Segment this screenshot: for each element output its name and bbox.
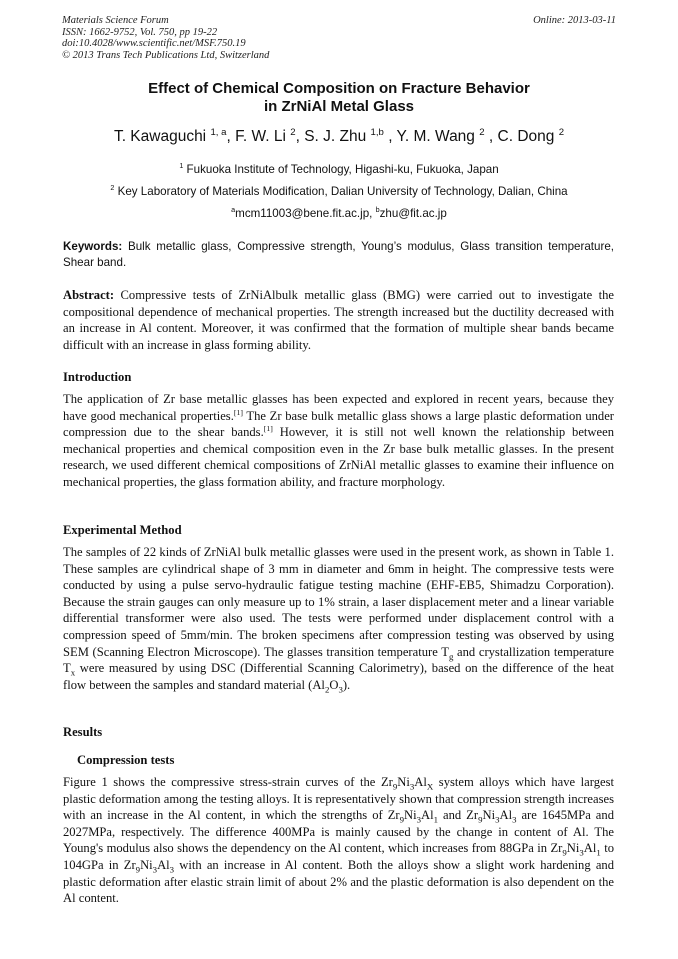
- subscript: 1: [596, 847, 601, 858]
- subscript: x: [70, 667, 76, 678]
- exp-text: O: [329, 677, 339, 692]
- results-text: Ni: [404, 808, 417, 823]
- subscript: g: [448, 651, 454, 662]
- email-mark: b: [375, 205, 380, 215]
- subscript: 3: [169, 864, 175, 875]
- author-affiliation-mark: 1, a: [210, 126, 227, 138]
- subscript: 9: [399, 814, 404, 825]
- section-heading-results: Results: [63, 725, 103, 739]
- subscript: 3: [512, 814, 517, 825]
- email-mark: a: [231, 205, 236, 215]
- author-list: T. Kawaguchi $^{1, a}$, F. W. Li $^2$, S. J. Zhu $^{1,b}$ , Y. M. Wang $^2$ , C. Dong $^2$: [113, 126, 565, 145]
- issn-line: ISSN: 1662-9752, Vol. 750, pp 19-22: [62, 26, 218, 38]
- journal-header: [62, 15, 616, 61]
- affiliation-number: 1: [179, 161, 184, 171]
- title-line-2: in ZrNiAl Metal Glass: [263, 98, 415, 115]
- online-date: Online: 2013-03-11: [533, 15, 616, 26]
- paper-title: [62, 80, 616, 116]
- results-text: system alloys which have largest plastic deformation among the testing alloys. It is representatively shown that compression strength increases with an increase in the Al content, in which the strengths of Zr: [63, 775, 614, 823]
- section-heading-experimental: Experimental Method: [63, 523, 182, 537]
- subscript: X: [426, 781, 434, 792]
- email-link[interactable]: mcm11003@bene.fit.ac.jp,: [235, 207, 373, 220]
- affiliation-1: [62, 163, 616, 176]
- results-text: Al: [499, 808, 513, 823]
- author-affiliation-mark: 2: [290, 126, 296, 138]
- keywords-paragraph: [63, 239, 614, 271]
- results-text: to 104GPa in Zr: [63, 841, 614, 872]
- affiliation-2: [62, 185, 616, 198]
- subscript: 3: [152, 864, 158, 875]
- abstract-label: Abstract:: [63, 288, 115, 302]
- introduction-paragraph: [63, 391, 614, 491]
- section-heading-introduction: Introduction: [63, 370, 132, 384]
- results-text: are 1645MPa and 2027MPa, respectively. The difference 400MPa is mainly caused by the change in content of Al. The Young's modulus also shows the dependency on the Al content, which increases from 88GPa in Zr: [63, 808, 614, 856]
- subscript: 1: [433, 814, 438, 825]
- affiliation-text: Key Laboratory of Materials Modification, Dalian University of Technology, Dalian, China: [117, 185, 568, 198]
- subsection-heading-compression: Compression tests: [77, 753, 175, 767]
- results-text: Al: [414, 775, 427, 789]
- author-affiliation-mark: 1,b: [370, 126, 384, 138]
- results-text: with an increase in Al content. Both the alloys show a slight work hardening and plastic deformation after elastic strain limit of about 2% and the plastic deformation is also dependent on the Al content.: [63, 857, 614, 906]
- exp-text: The samples of 22 kinds of ZrNiAl bulk metallic glasses were used in the present work, as shown in Table 1. These samples are cylindrical shape of 3 mm in diameter and 6mm in height. The compressive tests were conducted by using a pulse servo-hydraulic fatigue testing machine (EHF-EB5, Shimadzu Corporation). Because the strain gauges can only measure up to 1% strain, a laser displacement meter and a linear variable differential transformer were also used. The tests were performed under displacement control with a compression speed of 5mm/min. The broken specimens after compression testing was observed by using SEM (Scanning Electron Microscope). The glasses transition temperature T: [63, 545, 614, 659]
- author-name: Y. M. Wang: [396, 128, 475, 145]
- author-emails: [62, 207, 616, 220]
- email-link[interactable]: zhu@fit.ac.jp: [379, 207, 447, 220]
- copyright-line: © 2013 Trans Tech Publications Ltd, Switzerland: [62, 49, 270, 61]
- subscript: 3: [416, 814, 421, 825]
- results-text: Al: [583, 841, 597, 856]
- abstract-text: Compressive tests of ZrNiAlbulk metallic glass (BMG) were carried out to investigate the compositional dependence of mechanical properties. The strength increased but the ductility decreased with an increase in Al content. Moreover, it was confirmed that the formation of multiple shear bands became difficult with an increase in glass forming ability.: [63, 288, 614, 352]
- subscript: 9: [392, 781, 398, 792]
- author-name: S. J. Zhu: [304, 128, 367, 145]
- experimental-paragraph: [63, 544, 614, 693]
- subscript: 9: [478, 814, 483, 825]
- abstract-paragraph: [63, 287, 614, 353]
- results-text: Ni: [482, 808, 496, 823]
- results-text: Al: [421, 808, 434, 823]
- results-paragraph: [63, 774, 614, 907]
- title-line-1: Effect of Chemical Composition on Fracture Behavior: [148, 80, 530, 97]
- keywords-text: Bulk metallic glass, Compressive strength, Young’s modulus, Glass transition temperature, Shear band.: [63, 240, 614, 269]
- results-text: Ni: [140, 857, 153, 872]
- subscript: 3: [409, 781, 415, 792]
- exp-text: were measured by using DSC (Differential Scanning Calorimetry), based on the difference of the heat flow between the samples and standard material (Al: [63, 661, 614, 692]
- doi-line: doi:10.4028/www.scientific.net/MSF.750.19: [62, 38, 246, 50]
- results-text: Ni: [566, 841, 580, 856]
- author-affiliation-mark: 2: [479, 126, 485, 138]
- intro-text: The application of Zr base metallic glasses has been expected and explored in recent years, because they have good mechanical properties.: [63, 392, 614, 423]
- subscript: 3: [495, 814, 500, 825]
- subscript: 3: [579, 847, 584, 858]
- author-affiliation-mark: 2: [558, 126, 565, 138]
- keywords-label: Keywords:: [63, 240, 123, 253]
- author-name: T. Kawaguchi: [113, 128, 207, 145]
- results-text: Ni: [397, 775, 410, 789]
- exp-text: ).: [342, 677, 351, 692]
- subscript: 3: [338, 684, 343, 695]
- journal-name: Materials Science Forum: [62, 15, 169, 26]
- intro-text: However, it is still not well known the relationship between mechanical properties and chemical composition even in the Zr base bulk metallic glasses. In the present research, we used different chemical compositions of ZrNiAl metallic glasses to examine their influence on mechanical properties, the glass formation ability, and fracture morphology.: [63, 425, 614, 489]
- results-text: and Zr: [438, 808, 479, 823]
- results-text: Al: [157, 857, 170, 872]
- results-text: Figure 1 shows the compressive stress-strain curves of the Zr: [63, 775, 393, 789]
- author-name: F. W. Li: [235, 128, 286, 145]
- subscript: 9: [135, 864, 141, 875]
- citation-ref[interactable]: [1]: [263, 424, 273, 433]
- intro-text: The Zr base bulk metallic glass shows a large plastic deformation under compression due to the shear bands.: [63, 408, 615, 440]
- affiliation-number: 2: [110, 183, 115, 193]
- author-name: C. Dong: [497, 128, 555, 145]
- subscript: 2: [324, 684, 330, 695]
- subscript: 9: [562, 847, 567, 858]
- citation-ref[interactable]: [1]: [233, 407, 243, 417]
- exp-text: and crystallization temperature T: [63, 644, 614, 676]
- affiliation-text: Fukuoka Institute of Technology, Higashi-ku, Fukuoka, Japan: [186, 163, 499, 176]
